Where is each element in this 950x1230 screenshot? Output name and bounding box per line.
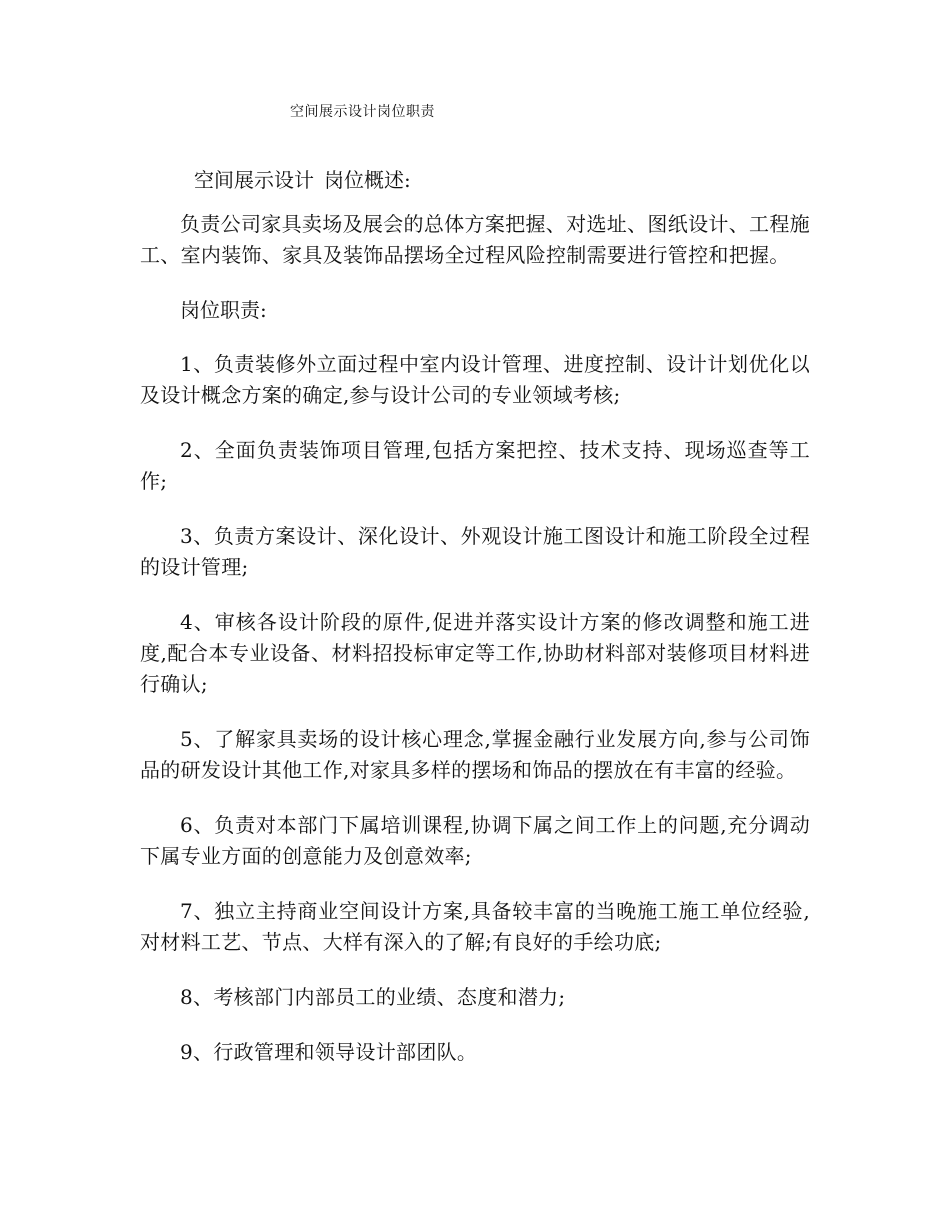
duties-heading: 岗位职责:: [180, 298, 267, 322]
overview-heading: [194, 165, 411, 195]
document-body: [140, 209, 810, 1092]
duty-item-2: 2、全面负责装饰项目管理,包括方案把控、技术支持、现场巡查等工作;: [140, 438, 810, 493]
duty-item-7: 7、独立主持商业空间设计方案,具备较丰富的当晚施工施工单位经验,对材料工艺、节点、大样有深入的了解;有良好的手绘功底;: [140, 899, 810, 954]
duty-item-9: 9、行政管理和领导设计部团队。: [180, 1040, 478, 1064]
duty-item-4: 4、审核各设计阶段的原件,促进并落实设计方案的修改调整和施工进度,配合本专业设备、材料招投标审定等工作,协助材料部对装修项目材料进行确认;: [140, 610, 810, 696]
duty-item-6: 6、负责对本部门下属培训课程,协调下属之间工作上的问题,充分调动下属专业方面的创意能力及创意效率;: [140, 813, 810, 868]
overview-heading-label: 岗位概述:: [324, 168, 411, 192]
overview-heading-position: 空间展示设计: [194, 168, 314, 192]
document-header-title: 空间展示设计岗位职责: [290, 104, 435, 120]
overview-paragraph: 负责公司家具卖场及展会的总体方案把握、对选址、图纸设计、工程施工、室内装饰、家具及装饰品摆场全过程风险控制需要进行管控和把握。: [140, 212, 810, 267]
duty-item-3: 3、负责方案设计、深化设计、外观设计施工图设计和施工阶段全过程的设计管理;: [140, 524, 810, 579]
duty-item-1: 1、负责装修外立面过程中室内设计管理、进度控制、设计计划优化以及设计概念方案的确定,参与设计公司的专业领域考核;: [140, 352, 810, 407]
duty-item-5: 5、了解家具卖场的设计核心理念,掌握金融行业发展方向,参与公司饰品的研发设计其他工作,对家具多样的摆场和饰品的摆放在有丰富的经验。: [140, 727, 810, 782]
duty-item-8: 8、考核部门内部员工的业绩、态度和潜力;: [180, 985, 566, 1009]
